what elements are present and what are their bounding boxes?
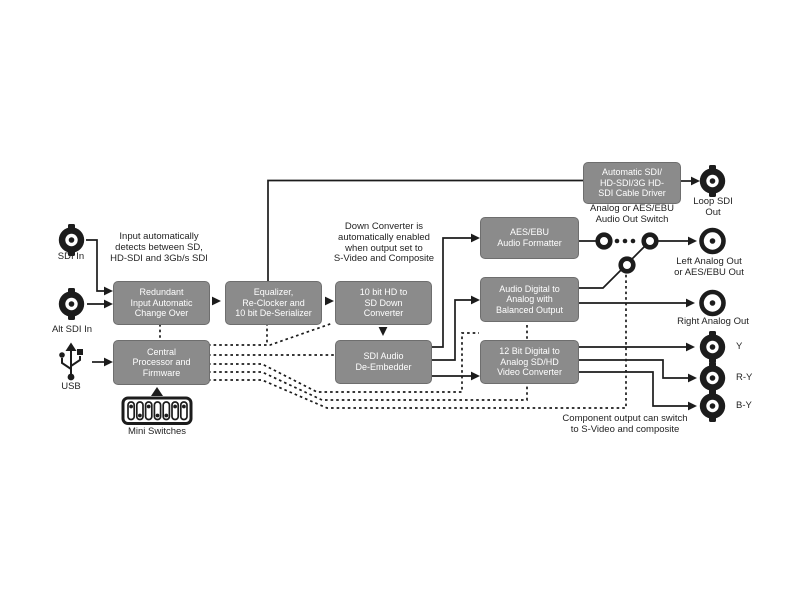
usb-icon [59,343,83,381]
box-text-line: Firmware [142,367,181,378]
label-sdi-in [40,252,102,263]
box-text-line: Automatic SDI/ [601,167,663,178]
box-equalizer-reclocker-deserializer [225,281,322,325]
note-component-output-switch [544,414,706,436]
box-text-line: SDI Audio [363,351,404,362]
box-text-line: Converter [363,308,404,319]
box-sdi-audio-de-embedder [335,340,432,384]
box-text-line: De-Embedder [355,362,412,372]
box-text-line: 10 bit HD to [359,287,408,298]
note-audio-out-switch [572,204,692,226]
box-text-line: AES/EBU [509,227,549,238]
label-text: Mini Switches [127,426,187,437]
label-text: Y [736,341,743,352]
note-line: Audio Out Switch [595,213,669,225]
label-ry-out [736,373,766,384]
alt-sdi-in-bnc-icon [59,288,84,320]
label-text: or AES/EBU Out [674,266,744,278]
mini-switches-icon [123,398,191,424]
box-text-line: Central [146,346,176,357]
note-line: Down Converter is [344,221,424,232]
box-text-line: Audio Digital to [499,283,560,294]
label-text: Alt SDI In [51,324,93,335]
box-text-line: Redundant [139,287,184,298]
note-line: HD-SDI and 3Gb/s SDI [110,252,208,264]
box-text-line: Re-Clocker and [242,297,305,308]
box-text-line: Analog with [506,294,553,305]
loop-sdi-out-bnc-icon [700,165,725,197]
label-text: B-Y [736,400,752,411]
note-input-auto-detect [96,232,222,264]
label-text: Out [705,206,721,218]
label-text: R-Y [736,372,753,383]
left-analog-out-connector-icon [702,230,724,252]
note-line: Analog or AES/EBU [590,203,674,214]
y-out-bnc-icon [700,331,725,363]
note-line: Component output can switch [562,413,688,424]
box-text-line: Audio Formatter [497,238,562,248]
box-text-line: Input Automatic [130,297,193,308]
box-text-line: Balanced Output [495,304,564,315]
box-audio-digital-to-analog [480,277,579,322]
label-text: Left Analog Out [676,256,742,267]
label-loop-sdi-out [682,197,744,219]
box-text-line: Video Converter [497,367,562,378]
label-mini-switches [117,427,197,438]
box-redundant-input-change-over [113,281,210,325]
label-text: SDI In [57,251,85,262]
box-text-line: HD-SDI/3G HD- [599,177,664,188]
note-line: S-Video and Composite [333,253,435,265]
right-analog-out-connector-icon [702,292,724,314]
note-line: detects between SD, [115,241,203,253]
note-line: when output set to [345,242,423,254]
label-by-out [736,401,766,412]
box-text-line: 12 Bit Digital to [499,346,560,357]
box-text-line: SDI Cable Driver [598,188,666,199]
label-text: Right Analog Out [677,316,749,327]
box-text-line: Change Over [134,308,189,319]
note-line: to S-Video and composite [570,423,680,435]
label-text: Loop SDI [693,196,733,207]
label-usb [46,382,96,393]
label-text: USB [61,381,81,392]
box-central-processor-firmware [113,340,210,385]
label-left-analog-out [662,257,756,279]
box-text-line: Analog SD/HD [500,356,559,367]
box-text-line: Equalizer, [253,287,294,298]
note-line: automatically enabled [338,231,430,243]
note-down-converter-enable [318,222,450,265]
box-text-line: SD Down [364,297,403,308]
box-text-line: 10 bit De-Serializer [235,308,312,319]
note-line: Input automatically [119,231,199,242]
box-12bit-digital-to-analog-video [480,340,579,384]
box-automatic-sdi-cable-driver [583,162,681,204]
box-hd-to-sd-down-converter [335,281,432,325]
label-alt-sdi-in [40,325,104,336]
label-right-analog-out [666,317,760,328]
box-aes-ebu-audio-formatter [480,217,579,259]
label-y-out [736,342,766,353]
box-text-line: Processor and [132,357,191,368]
ry-out-bnc-icon [700,362,725,394]
